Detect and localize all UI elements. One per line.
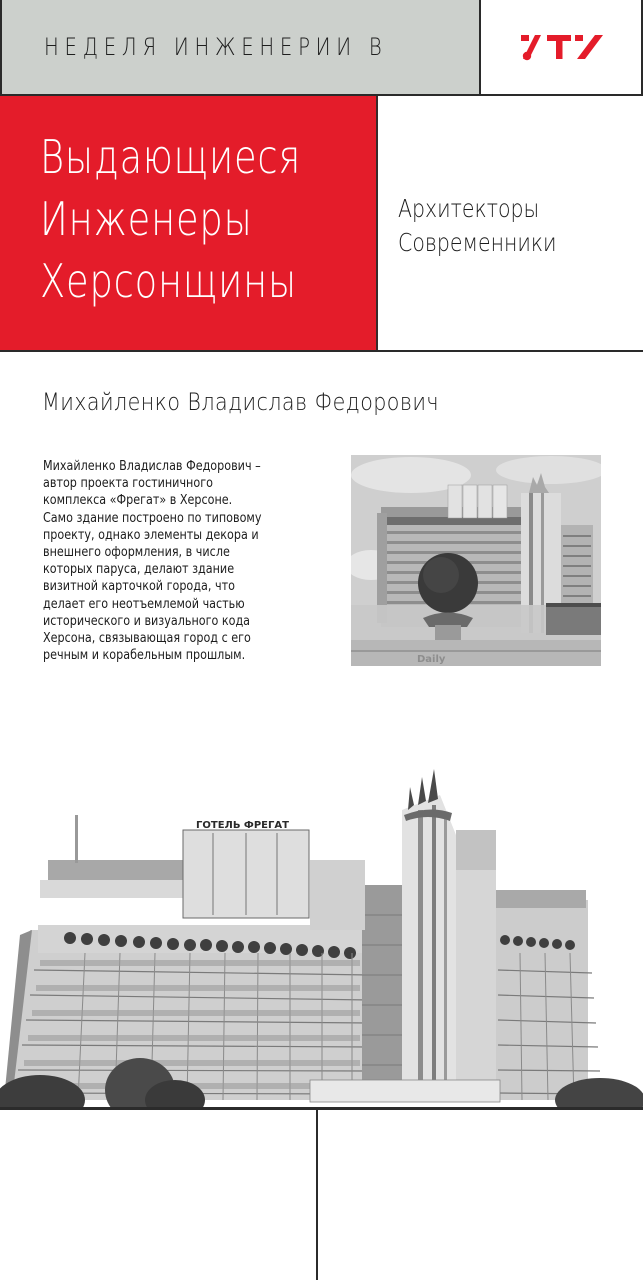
- hotel-fountain-illustration: [351, 455, 601, 666]
- hero-section: [0, 96, 643, 352]
- header-title-box: [2, 0, 481, 94]
- hotel-sign-text: ГОТЕЛЬ ФРЕГАТ: [196, 820, 289, 831]
- khtu-logo-icon: [519, 32, 605, 62]
- bio-line: которых паруса, делают здание: [43, 562, 235, 578]
- bio-line: комплекса «Фрегат» в Херсоне.: [43, 493, 233, 509]
- bio-line: автор проекта гостиничного: [43, 476, 213, 492]
- hero-title-line-3: Херсонщины: [40, 254, 297, 308]
- bottom-left-panel: [0, 1110, 316, 1280]
- bio-line: визитной карточкой города, что: [43, 579, 235, 595]
- header-title: НЕДЕЛЯ ИНЖЕНЕРИИ В: [44, 33, 388, 61]
- bio-line: проекту, однако элементы декора и: [43, 527, 259, 543]
- bio-line: внешнего оформления, в числе: [43, 545, 230, 561]
- bio-line: Михайленко Владислав Федорович –: [43, 459, 261, 474]
- logo-box: [483, 0, 641, 94]
- bio-line: Само здание построено по типовому: [43, 510, 262, 526]
- bottom-right-panel: [318, 1110, 643, 1280]
- header-band: [0, 0, 643, 96]
- hero-title-line-1: Выдающиеся: [40, 130, 302, 184]
- bio-line: исторического и визуального кода: [43, 613, 251, 629]
- hero-title-line-2: Инженеры: [40, 192, 253, 246]
- hero-title-panel: [0, 96, 378, 350]
- photo-watermark: Daily: [417, 654, 446, 665]
- hero-subtitle-line-1: Архитекторы: [398, 194, 540, 223]
- person-name: Михайленко Владислав Федорович: [42, 388, 440, 416]
- hotel-facade-illustration: [0, 755, 643, 1108]
- hero-subtitle: [398, 192, 591, 260]
- bio-line: Херсона, связывающая город с его: [43, 631, 251, 647]
- bio-text: [43, 458, 343, 664]
- bio-line: делает его неотъемлемой частью: [43, 596, 245, 612]
- hotel-facade-photo: [0, 755, 643, 1108]
- hero-subtitle-line-2: Современники: [398, 228, 557, 257]
- hotel-fountain-photo: [351, 455, 601, 666]
- bio-line: речным и корабельным прошлым.: [43, 648, 246, 664]
